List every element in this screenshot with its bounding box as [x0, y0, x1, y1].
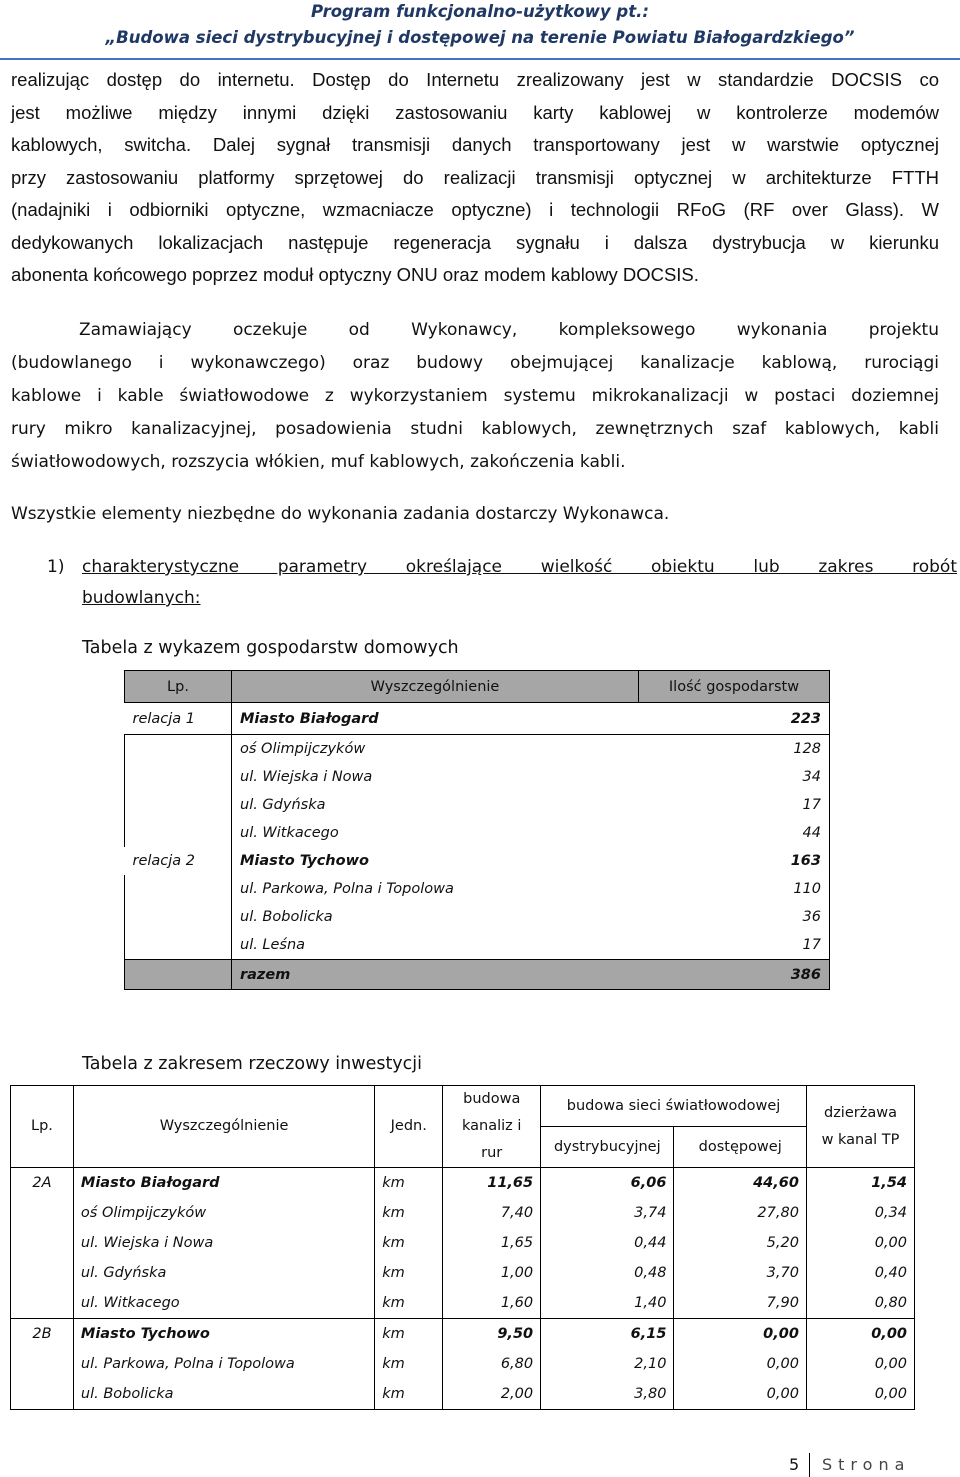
table-row: [125, 931, 830, 960]
table-cell: 6,06: [541, 1168, 674, 1199]
table-cell: 3,74: [541, 1198, 674, 1228]
table-cell: 2B: [11, 1319, 74, 1350]
table-row: [11, 1168, 915, 1199]
list-item-line: charakterystyczne parametry określające wielkość obiektu lub zakres robót: [82, 557, 957, 577]
table-cell: [125, 960, 232, 990]
table-cell: ul. Parkowa, Polna i Topolowa: [73, 1349, 374, 1379]
table-cell: [11, 1288, 74, 1319]
table-cell: ul. Witkacego: [73, 1288, 374, 1319]
table-cell: 128: [639, 735, 830, 764]
table-cell: 0,44: [541, 1228, 674, 1258]
paragraph-3: [11, 498, 939, 531]
table-cell: 1,65: [443, 1228, 541, 1258]
table-cell: [125, 875, 232, 903]
table-cell: 0,80: [806, 1288, 914, 1319]
paragraph-2: [11, 314, 939, 479]
table-row: [125, 763, 830, 791]
paragraph-line: Wszystkie elementy niezbędne do wykonania zadania dostarczy Wykonawca.: [11, 504, 670, 524]
table-cell: oś Olimpijczyków: [232, 735, 639, 764]
table-cell: [11, 1198, 74, 1228]
page-number: 5: [789, 1455, 800, 1474]
table-cell: km: [375, 1168, 443, 1199]
table-cell: [125, 931, 232, 960]
paragraph-line: kablowe i kable światłowodowe z wykorzystaniem systemu mikrokanalizacji w postaci doziemnej: [11, 386, 939, 406]
table-row: [11, 1379, 915, 1410]
table-cell: 2A: [11, 1168, 74, 1199]
column-header-spec: Wyszczególnienie: [232, 671, 639, 703]
table-cell: 223: [639, 703, 830, 735]
table-cell: km: [375, 1349, 443, 1379]
table-cell: 163: [639, 847, 830, 875]
table-cell: 3,80: [541, 1379, 674, 1410]
table-cell: 44: [639, 819, 830, 847]
paragraph-line: jest możliwe między innymi dzięki zastosowaniu karty kablowej w kontrolerze modemów: [11, 101, 939, 123]
table-cell: 3,70: [674, 1258, 806, 1288]
table-cell: [125, 735, 232, 764]
column-header-distribution: dystrybucyjnej: [541, 1127, 674, 1168]
table-row: [11, 1228, 915, 1258]
table-cell: 36: [639, 903, 830, 931]
list-item-line: budowlanych:: [82, 588, 201, 608]
header-line: w kanal TP: [821, 1131, 900, 1148]
investment-scope-table: [10, 1085, 915, 1410]
table-cell: 11,65: [443, 1168, 541, 1199]
table-cell: 386: [639, 960, 830, 990]
column-header-unit: Jedn.: [375, 1086, 443, 1168]
table-cell: km: [375, 1379, 443, 1410]
table-cell: razem: [232, 960, 639, 990]
table-cell: 34: [639, 763, 830, 791]
table-cell: relacja 1: [125, 703, 232, 735]
table-2-caption: Tabela z zakresem rzeczowy inwestycji: [82, 1054, 423, 1074]
table-row: [125, 735, 830, 764]
column-header-access: dostępowej: [674, 1127, 806, 1168]
table-row: [11, 1349, 915, 1379]
table-cell: 9,50: [443, 1319, 541, 1350]
table-cell: Miasto Białogard: [73, 1168, 374, 1199]
column-header-lease: [806, 1086, 914, 1168]
header-line: kanaliz i: [462, 1118, 522, 1134]
paragraph-line: realizując dostęp do internetu. Dostęp do Internetu zrealizowany jest w standardzie DOCSIS co: [11, 69, 939, 90]
table-row: [11, 1288, 915, 1319]
header-line-1: Program funkcjonalno-użytkowy pt.:: [311, 2, 649, 21]
table-cell: 0,00: [674, 1379, 806, 1410]
table-cell: 2,10: [541, 1349, 674, 1379]
table-cell: 0,00: [806, 1228, 914, 1258]
table-cell: km: [375, 1198, 443, 1228]
table-row: [11, 1198, 915, 1228]
column-header-ducts: [443, 1086, 541, 1168]
table-cell: 5,20: [674, 1228, 806, 1258]
paragraph-line: kablowych, switcha. Dalej sygnał transmisji danych transportowany jest w warstwie optycznej: [11, 134, 939, 155]
table-row: [125, 703, 830, 735]
table-cell: km: [375, 1228, 443, 1258]
paragraph-line: światłowodowych, rozszycia włókien, muf kablowych, zakończenia kabli.: [11, 452, 626, 472]
paragraph-line: przy zastosowaniu platformy sprzętowej do realizacji transmisji optycznej w architekturze FTTH: [11, 166, 939, 188]
table-cell: ul. Witkacego: [232, 819, 639, 847]
table-cell: oś Olimpijczyków: [73, 1198, 374, 1228]
paragraph-1: [11, 64, 939, 292]
table-cell: 0,40: [806, 1258, 914, 1288]
header-line: budowa: [463, 1091, 521, 1107]
paragraph-line: abonenta końcowego poprzez moduł optyczny ONU oraz modem kablowy DOCSIS.: [11, 264, 699, 285]
households-table: [124, 670, 830, 990]
table-row: [11, 1319, 915, 1350]
paragraph-line: dedykowanych lokalizacjach następuje regeneracja sygnału i dalsza dystrybucja w kierunku: [11, 231, 939, 253]
table-cell: 0,34: [806, 1198, 914, 1228]
page-header: [0, 0, 960, 60]
table-cell: 0,00: [674, 1319, 806, 1350]
paragraph-line: (budowlanego i wykonawczego) oraz budowy obejmującej kanalizacje kablową, rurociągi: [11, 353, 939, 373]
list-item-number: 1): [47, 557, 65, 577]
table-cell: ul. Wiejska i Nowa: [232, 763, 639, 791]
table-cell: [11, 1379, 74, 1410]
table-cell: 1,60: [443, 1288, 541, 1319]
table-header-row: [11, 1086, 915, 1127]
table-cell: [11, 1349, 74, 1379]
table-cell: [11, 1258, 74, 1288]
column-header-fiber: budowa sieci światłowodowej: [541, 1086, 807, 1127]
table-cell: [11, 1228, 74, 1258]
page-footer: [789, 1453, 960, 1477]
table-cell: ul. Bobolicka: [73, 1379, 374, 1410]
table-cell: ul. Wiejska i Nowa: [73, 1228, 374, 1258]
table-cell: 17: [639, 791, 830, 819]
table-cell: km: [375, 1319, 443, 1350]
header-line: dzierżawa: [823, 1104, 897, 1121]
table-cell: 6,80: [443, 1349, 541, 1379]
table-row: [125, 819, 830, 847]
column-header-lp: Lp.: [125, 671, 232, 703]
table-row: [125, 875, 830, 903]
table-cell: ul. Gdyńska: [232, 791, 639, 819]
table-cell: 1,54: [806, 1168, 914, 1199]
table-1-caption: Tabela z wykazem gospodarstw domowych: [82, 638, 459, 658]
table-cell: 1,40: [541, 1288, 674, 1319]
table-row: [11, 1258, 915, 1288]
table-cell: 7,90: [674, 1288, 806, 1319]
table-cell: 2,00: [443, 1379, 541, 1410]
table-cell: km: [375, 1258, 443, 1288]
paragraph-line: rury mikro kanalizacyjnej, posadowienia studni kablowych, zewnętrznych szaf kablowych, kabli: [11, 419, 939, 439]
table-cell: 27,80: [674, 1198, 806, 1228]
table-cell: 0,00: [674, 1349, 806, 1379]
table-cell: ul. Gdyńska: [73, 1258, 374, 1288]
table-cell: 1,00: [443, 1258, 541, 1288]
table-cell: 7,40: [443, 1198, 541, 1228]
table-cell: 0,00: [806, 1319, 914, 1350]
table-cell: 0,48: [541, 1258, 674, 1288]
table-cell: ul. Leśna: [232, 931, 639, 960]
table-cell: [125, 791, 232, 819]
table-cell: 17: [639, 931, 830, 960]
table-cell: 6,15: [541, 1319, 674, 1350]
table-row: [125, 903, 830, 931]
column-header-lp: Lp.: [11, 1086, 74, 1168]
header-line-2: „Budowa sieci dystrybucyjnej i dostępowej na terenie Powiatu Białogardzkiego”: [105, 28, 855, 47]
table-cell: Miasto Białogard: [232, 703, 639, 735]
column-header-spec: Wyszczególnienie: [73, 1086, 374, 1168]
table-cell: [125, 903, 232, 931]
table-cell: ul. Parkowa, Polna i Topolowa: [232, 875, 639, 903]
paragraph-line: Zamawiający oczekuje od Wykonawcy, kompleksowego wykonania projektu: [79, 320, 939, 340]
table-cell: km: [375, 1288, 443, 1319]
table-row: [125, 847, 830, 875]
table-cell: [125, 819, 232, 847]
table-cell: [125, 763, 232, 791]
column-header-count: Ilość gospodarstw: [639, 671, 830, 703]
table-cell: 0,00: [806, 1349, 914, 1379]
table-cell: 44,60: [674, 1168, 806, 1199]
table-cell: ul. Bobolicka: [232, 903, 639, 931]
page-label: Strona: [822, 1455, 911, 1474]
list-item-text: [82, 552, 957, 614]
table-header-row: [125, 671, 830, 703]
table-cell: Miasto Tychowo: [73, 1319, 374, 1350]
table-cell: relacja 2: [132, 853, 196, 869]
table-cell: 0,00: [806, 1379, 914, 1410]
header-line: rur: [481, 1145, 503, 1161]
table-total-row: [125, 960, 830, 990]
paragraph-line: (nadajniki i odbiorniki optyczne, wzmacniacze optyczne) i technologii RFoG (RF over Glass). W: [11, 199, 939, 220]
table-cell: 110: [639, 875, 830, 903]
table-cell: Miasto Tychowo: [232, 847, 639, 875]
table-row: [125, 791, 830, 819]
